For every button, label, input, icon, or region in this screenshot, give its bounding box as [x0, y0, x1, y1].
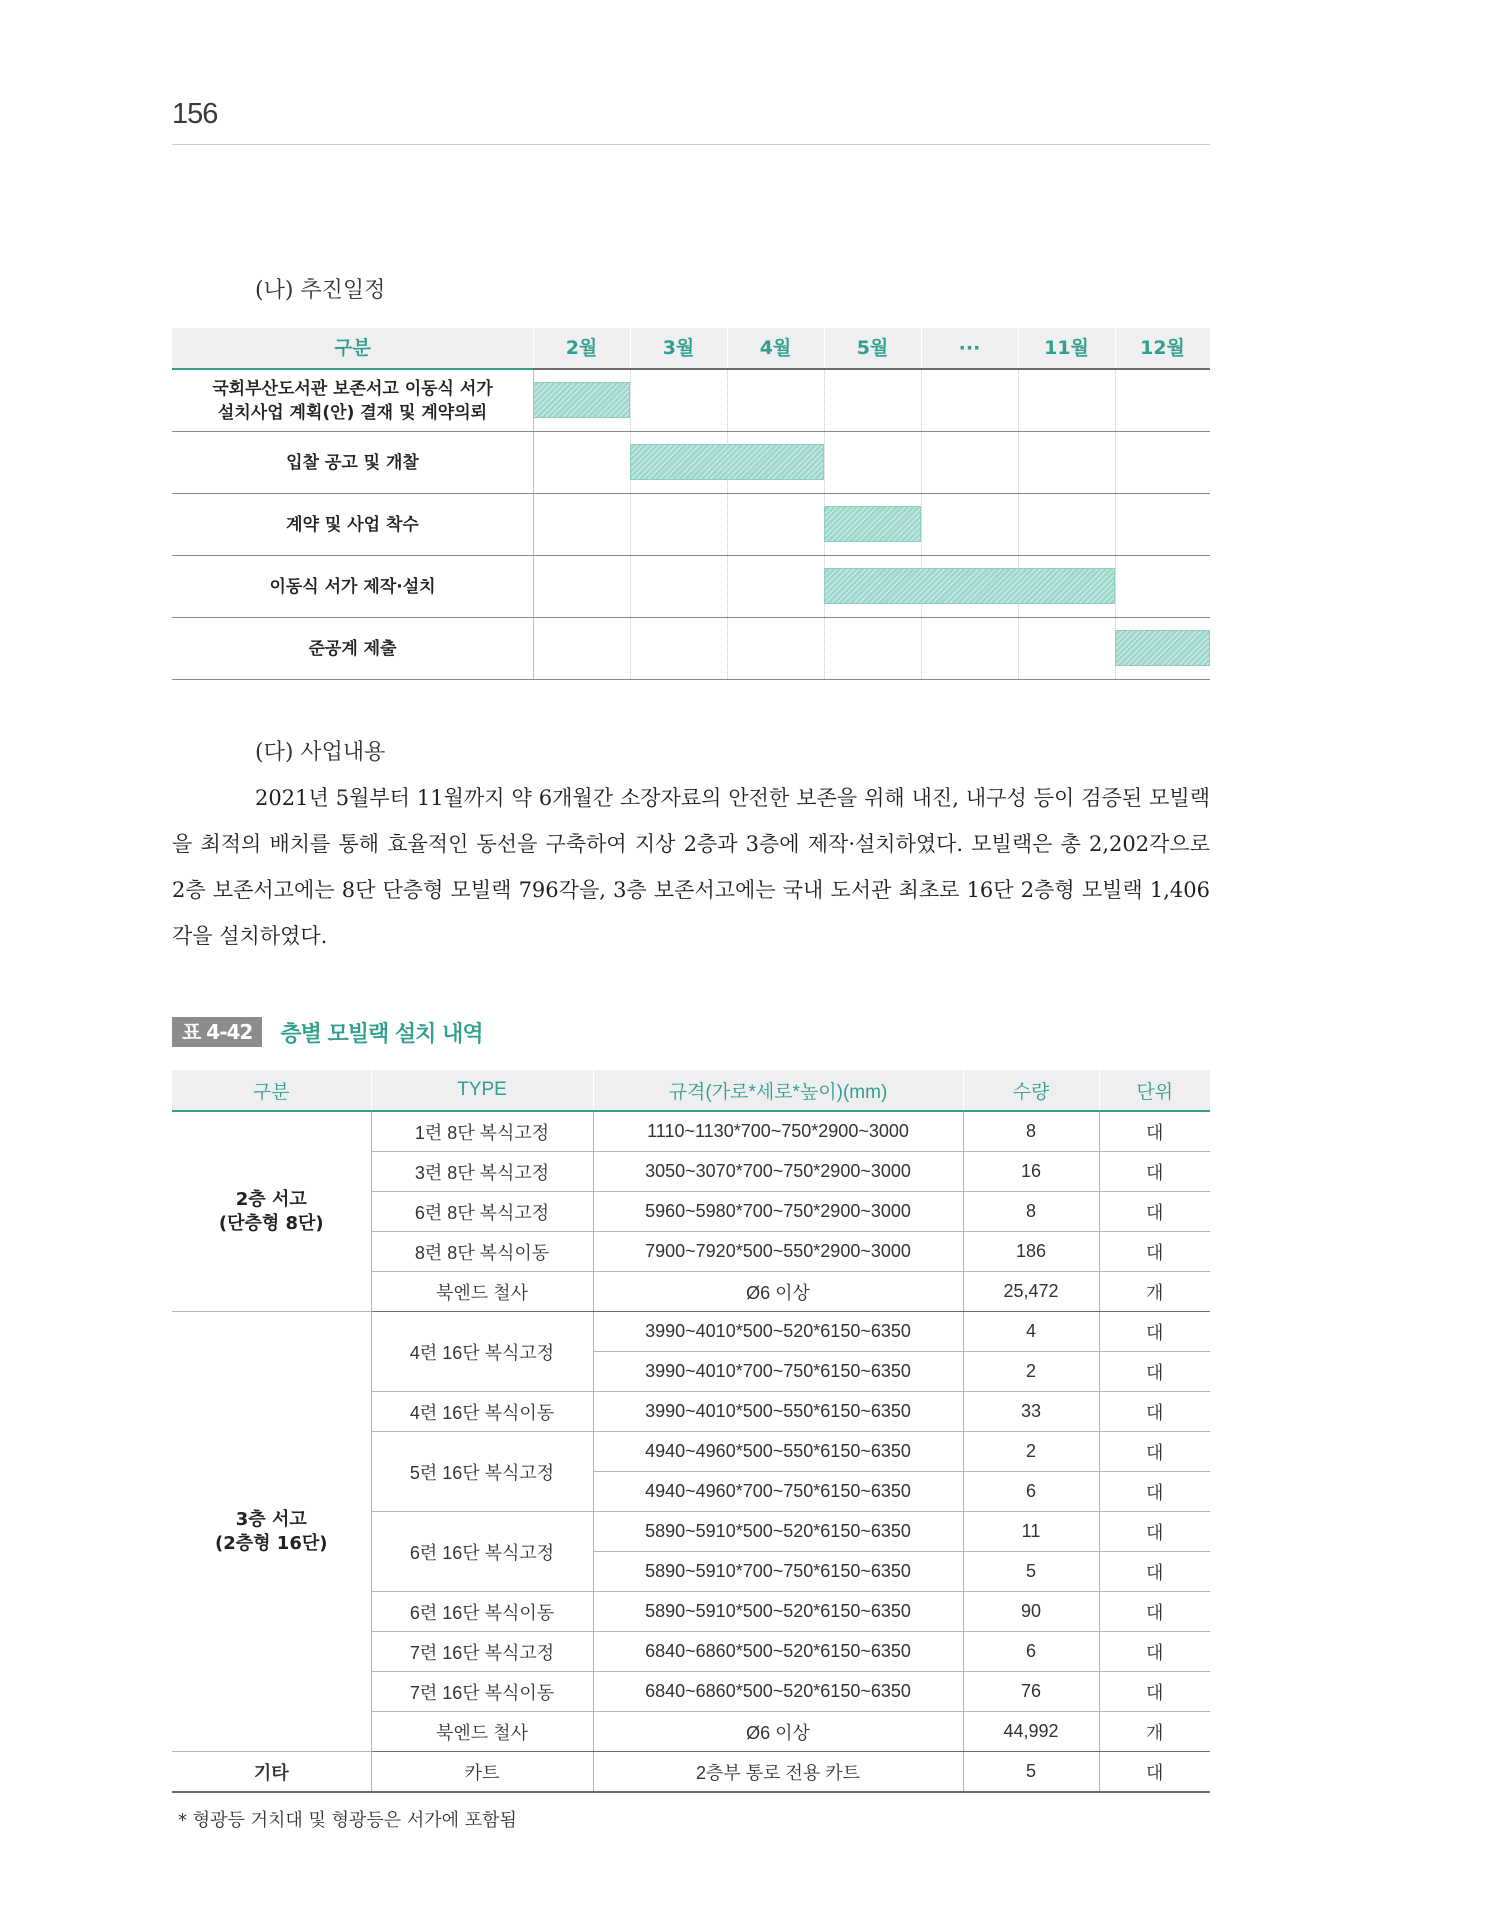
gantt-task-row [172, 494, 1210, 556]
gantt-grid-line [921, 618, 922, 679]
gantt-task-row [172, 618, 1210, 680]
cell-qty: 5 [963, 1752, 1099, 1793]
gantt-header-row [172, 328, 1210, 370]
cell-spec: 2층부 통로 전용 카트 [593, 1752, 963, 1793]
cell-qty: 25,472 [963, 1272, 1099, 1312]
cell-unit: 대 [1099, 1552, 1210, 1592]
cell-spec: Ø6 이상 [593, 1272, 963, 1312]
cell-qty: 44,992 [963, 1712, 1099, 1752]
gantt-task-label-line1: 입찰 공고 및 개찰 [286, 452, 419, 473]
gantt-task-row [172, 370, 1210, 432]
cell-type: 3련 8단 복식고정 [371, 1152, 593, 1192]
group-floor2-line1: 2층 서고 [235, 1188, 307, 1210]
cell-type: 7련 16단 복식고정 [371, 1632, 593, 1672]
cell-unit: 대 [1099, 1432, 1210, 1472]
group-floor3-line1: 3층 서고 [235, 1508, 307, 1530]
group-floor3-cell [172, 1312, 371, 1752]
gantt-grid-line [727, 556, 728, 617]
cell-qty: 6 [963, 1632, 1099, 1672]
cell-unit: 대 [1099, 1632, 1210, 1672]
cell-unit: 대 [1099, 1752, 1210, 1793]
gantt-task-label-line1: 준공계 제출 [308, 638, 397, 659]
gantt-grid-line [727, 494, 728, 555]
section-heading-content: (다) 사업내용 [255, 740, 386, 765]
cell-unit: 대 [1099, 1512, 1210, 1552]
gantt-grid-line [824, 370, 825, 431]
gantt-grid-line [1018, 494, 1019, 555]
gantt-task-label-text [286, 451, 419, 475]
gantt-grid-line [1018, 370, 1019, 431]
gantt-month-header: 2월 [565, 337, 598, 359]
cell-spec: 3990~4010*500~520*6150~6350 [593, 1312, 963, 1352]
gantt-task-label-text [286, 513, 419, 537]
cell-qty: 2 [963, 1352, 1099, 1392]
gantt-month-header: 12월 [1140, 337, 1185, 359]
table-number-tag: 표 4-42 [172, 1017, 262, 1047]
body-paragraph [172, 775, 1210, 959]
gantt-task-label-line1: 이동식 서가 제작·설치 [269, 576, 436, 597]
cell-spec: 5890~5910*500~520*6150~6350 [593, 1512, 963, 1552]
cell-qty: 11 [963, 1512, 1099, 1552]
cell-spec: 7900~7920*500~550*2900~3000 [593, 1232, 963, 1272]
gantt-grid-line [1115, 370, 1116, 431]
gantt-grid-line [630, 618, 631, 679]
cell-spec: 6840~6860*500~520*6150~6350 [593, 1632, 963, 1672]
gantt-bar [1115, 630, 1210, 666]
header-divider [172, 144, 1210, 145]
cell-unit: 개 [1099, 1272, 1210, 1312]
gantt-month-header: 3월 [662, 337, 695, 359]
header-unit: 단위 [1099, 1070, 1210, 1111]
gantt-grid-line [1018, 618, 1019, 679]
cell-type: 북엔드 철사 [371, 1712, 593, 1752]
gantt-task-label-line2: 설치사업 계획(안) 결재 및 계약의뢰 [217, 402, 488, 423]
cell-qty: 6 [963, 1472, 1099, 1512]
cell-type: 7련 16단 복식이동 [371, 1672, 593, 1712]
cell-qty: 2 [963, 1432, 1099, 1472]
gantt-task-row [172, 556, 1210, 618]
gantt-month-header: 5월 [856, 337, 889, 359]
cell-spec: 3050~3070*700~750*2900~3000 [593, 1152, 963, 1192]
cell-spec: 5960~5980*700~750*2900~3000 [593, 1192, 963, 1232]
cell-spec: 5890~5910*500~520*6150~6350 [593, 1592, 963, 1632]
cell-type: 4련 16단 복식고정 [371, 1312, 593, 1392]
cell-unit: 대 [1099, 1672, 1210, 1712]
group-floor2-line2: (단층형 8단) [218, 1212, 324, 1234]
mobile-rack-table [172, 1070, 1210, 1793]
group-floor3-line2: (2층형 16단) [215, 1532, 328, 1554]
cell-unit: 개 [1099, 1712, 1210, 1752]
gantt-task-label-text [269, 575, 435, 599]
gantt-grid-line [1115, 556, 1116, 617]
gantt-grid-line [824, 618, 825, 679]
cell-unit: 대 [1099, 1152, 1210, 1192]
gantt-grid-line [727, 370, 728, 431]
gantt-grid-line [921, 494, 922, 555]
gantt-grid-line [630, 556, 631, 617]
cell-unit: 대 [1099, 1472, 1210, 1512]
cell-type: 8련 8단 복식이동 [371, 1232, 593, 1272]
cell-type: 북엔드 철사 [371, 1272, 593, 1312]
group-etc-cell: 기타 [172, 1752, 371, 1793]
gantt-grid-line [533, 494, 534, 555]
header-quantity: 수량 [963, 1070, 1099, 1111]
cell-spec: 5890~5910*700~750*6150~6350 [593, 1552, 963, 1592]
table-row [172, 1312, 1210, 1352]
gantt-grid-line [533, 432, 534, 493]
cell-spec: 6840~6860*500~520*6150~6350 [593, 1672, 963, 1712]
gantt-month-header: ··· [958, 337, 981, 359]
gantt-bar [824, 506, 921, 542]
cell-unit: 대 [1099, 1312, 1210, 1352]
cell-spec: 3990~4010*700~750*6150~6350 [593, 1352, 963, 1392]
cell-unit: 대 [1099, 1232, 1210, 1272]
header-category: 구분 [172, 1070, 371, 1111]
section-heading-schedule: (나) 추진일정 [255, 278, 386, 303]
gantt-task-label [172, 432, 533, 493]
cell-qty: 90 [963, 1592, 1099, 1632]
table-row [172, 1111, 1210, 1152]
cell-type: 6련 16단 복식이동 [371, 1592, 593, 1632]
gantt-task-label [172, 618, 533, 679]
cell-qty: 8 [963, 1111, 1099, 1152]
gantt-grid-line [1115, 432, 1116, 493]
gantt-grid-line [1018, 432, 1019, 493]
cell-unit: 대 [1099, 1352, 1210, 1392]
gantt-grid-line [727, 618, 728, 679]
table-caption [172, 1017, 483, 1047]
cell-qty: 5 [963, 1552, 1099, 1592]
cell-type: 6련 8단 복식고정 [371, 1192, 593, 1232]
table-row [172, 1752, 1210, 1793]
cell-type: 4련 16단 복식이동 [371, 1392, 593, 1432]
gantt-task-label [172, 556, 533, 617]
cell-spec: 4940~4960*700~750*6150~6350 [593, 1472, 963, 1512]
gantt-grid-line [824, 432, 825, 493]
gantt-month-header: 11월 [1044, 337, 1089, 359]
gantt-task-label [172, 370, 533, 431]
cell-unit: 대 [1099, 1592, 1210, 1632]
page-number: 156 [172, 98, 218, 130]
gantt-bar [533, 382, 630, 418]
table-header-row [172, 1070, 1210, 1111]
cell-type: 5련 16단 복식고정 [371, 1432, 593, 1512]
gantt-grid-line [533, 556, 534, 617]
header-type: TYPE [371, 1070, 593, 1111]
gantt-grid-line [630, 494, 631, 555]
cell-qty: 33 [963, 1392, 1099, 1432]
cell-unit: 대 [1099, 1111, 1210, 1152]
table-footnote: * 형광등 거치대 및 형광등은 서가에 포함됨 [178, 1810, 517, 1831]
gantt-bar [824, 568, 1115, 604]
gantt-task-label [172, 494, 533, 555]
gantt-grid-line [921, 370, 922, 431]
header-spec: 규격(가로*세로*높이)(mm) [593, 1070, 963, 1111]
gantt-task-label-line1: 국회부산도서관 보존서고 이동식 서가 [212, 378, 493, 399]
cell-unit: 대 [1099, 1392, 1210, 1432]
gantt-header-label: 구분 [334, 337, 371, 359]
group-floor2-cell [172, 1111, 371, 1312]
body-paragraph-text: 2021년 5월부터 11월까지 약 6개월간 소장자료의 안전한 보존을 위해 내진, 내구성 등이 검증된 모빌랙을 최적의 배치를 통해 효율적인 동선을 구축하여 지상 2층과 3층에 제작·설치하였다. 모빌랙은 총 2,202각으로 2층 보존서고에는 8단 단층형 모빌랙 796각을, 3층 보존서고에는 국내 도서관 최초로 16단 2층형 모빌랙 1,406각을 설치하였다. [172, 786, 1210, 948]
gantt-rows [172, 370, 1210, 680]
cell-qty: 76 [963, 1672, 1099, 1712]
cell-qty: 8 [963, 1192, 1099, 1232]
gantt-task-row [172, 432, 1210, 494]
cell-spec: 3990~4010*500~550*6150~6350 [593, 1392, 963, 1432]
cell-spec: 1110~1130*700~750*2900~3000 [593, 1111, 963, 1152]
cell-spec: 4940~4960*500~550*6150~6350 [593, 1432, 963, 1472]
gantt-task-label-text [308, 637, 396, 661]
gantt-grid-line [630, 370, 631, 431]
gantt-task-label-line1: 계약 및 사업 착수 [286, 514, 419, 535]
cell-type: 6련 16단 복식고정 [371, 1512, 593, 1592]
cell-type: 1련 8단 복식고정 [371, 1111, 593, 1152]
cell-qty: 16 [963, 1152, 1099, 1192]
gantt-month-header: 4월 [759, 337, 792, 359]
gantt-grid-line [921, 432, 922, 493]
gantt-grid-line [1115, 494, 1116, 555]
cell-qty: 186 [963, 1232, 1099, 1272]
cell-type: 카트 [371, 1752, 593, 1793]
gantt-task-label-text [212, 377, 493, 425]
cell-spec: Ø6 이상 [593, 1712, 963, 1752]
gantt-bar [630, 444, 824, 480]
gantt-grid-line [533, 618, 534, 679]
schedule-gantt [172, 328, 1210, 680]
cell-unit: 대 [1099, 1192, 1210, 1232]
cell-qty: 4 [963, 1312, 1099, 1352]
table-title: 층별 모빌랙 설치 내역 [280, 1021, 483, 1047]
